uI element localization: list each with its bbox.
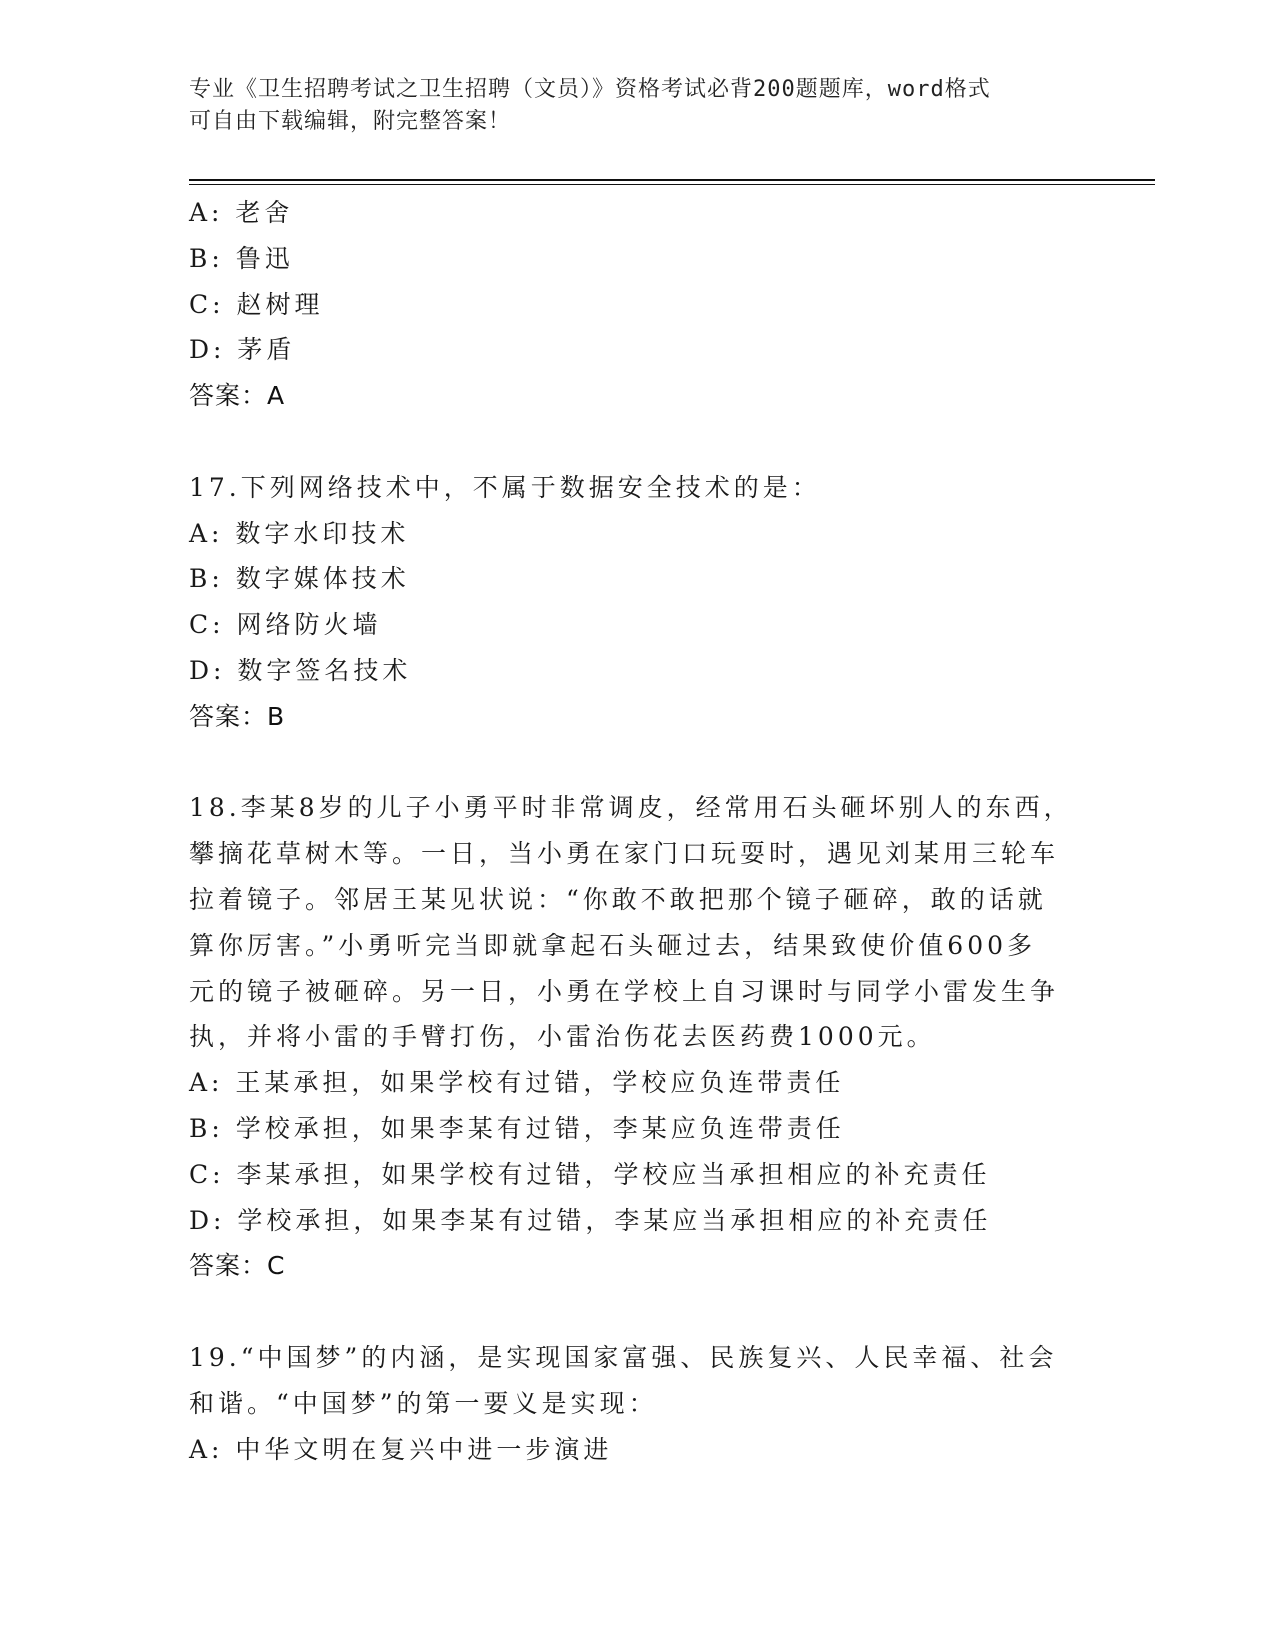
option-c: C: 李某承担，如果学校有过错，学校应当承担相应的补充责任 [189,1159,991,1189]
question-stem-line: 攀摘花草树木等。一日，当小勇在家门口玩耍时，遇见刘某用三轮车 [189,839,1060,869]
question-stem-line: 元的镜子被砸碎。另一日，小勇在学校上自习课时与同学小雷发生争 [189,976,1060,1006]
option-d: D: 数字签名技术 [189,655,412,685]
question-list [189,190,1089,1472]
option-a: A: 中华文明在复兴中进一步演进 [189,1434,613,1464]
document-header [189,74,1089,138]
header-rule-thin [189,184,1155,185]
header-line-1: 专业《卫生招聘考试之卫生招聘（文员）》资格考试必背200题题库，word格式 [189,77,991,102]
option-b: B: 数字媒体技术 [189,564,410,594]
option-c: C: 网络防火墙 [189,610,382,640]
option-a: A: 王某承担，如果学校有过错，学校应负连带责任 [189,1068,845,1098]
header-rule-thick [189,179,1155,181]
spacer [189,740,1089,786]
option-b: B: 鲁迅 [189,243,294,273]
question-16 [189,190,1089,419]
option-c: C: 赵树理 [189,289,324,319]
option-d: D: 茅盾 [189,335,296,365]
spacer [189,419,1089,465]
answer: 答案：A [189,381,286,411]
answer: 答案：B [189,701,286,731]
question-stem-line: 算你厉害。”小勇听完当即就拿起石头砸过去，结果致使价值600多 [189,930,1037,960]
option-d: D: 学校承担，如果李某有过错，李某应当承担相应的补充责任 [189,1205,992,1235]
question-19 [189,1335,1089,1472]
question-18 [189,785,1089,1289]
answer: 答案：C [189,1251,286,1281]
question-stem: 17.下列网络技术中，不属于数据安全技术的是： [189,472,821,502]
option-a: A: 数字水印技术 [189,518,410,548]
question-stem-line: 执，并将小雷的手臂打伤，小雷治伤花去医药费1000元。 [189,1022,936,1052]
option-b: B: 学校承担，如果李某有过错，李某应负连带责任 [189,1113,845,1143]
spacer [189,1289,1089,1335]
question-stem-line: 18.李某8岁的儿子小勇平时非常调皮，经常用石头砸坏别人的东西， [189,793,1073,823]
question-stem-line: 拉着镜子。邻居王某见状说：“你敢不敢把那个镜子砸碎，敢的话就 [189,884,1047,914]
header-line-2: 可自由下载编辑，附完整答案！ [189,109,512,134]
option-a: A: 老舍 [189,198,294,227]
question-17 [189,465,1089,740]
question-stem-line: 和谐。“中国梦”的第一要义是实现： [189,1388,658,1418]
question-stem-line: 19.“中国梦”的内涵，是实现国家富强、民族复兴、人民幸福、社会 [189,1342,1058,1372]
